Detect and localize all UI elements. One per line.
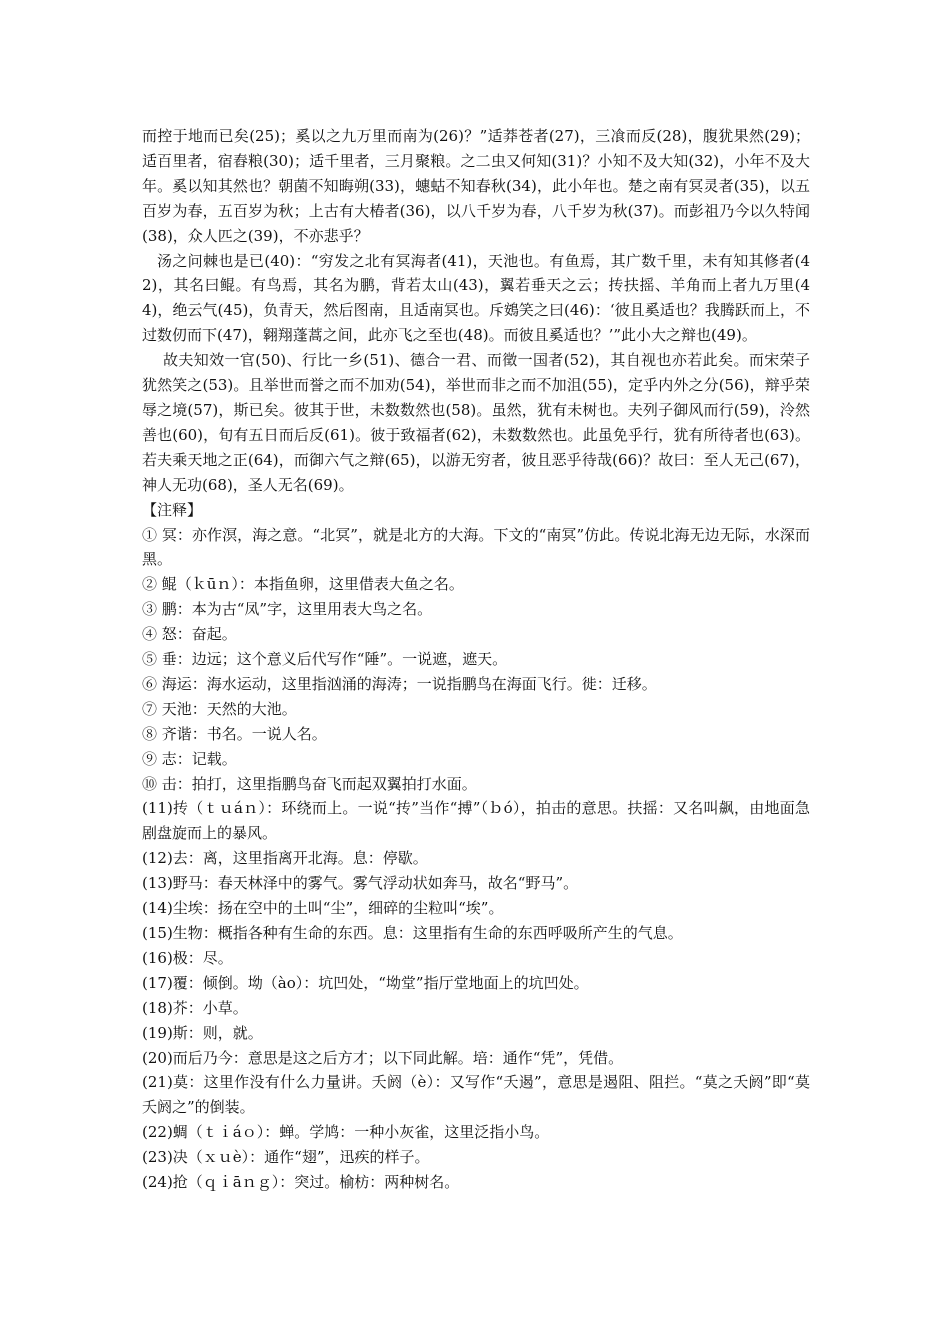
note-item: (21)莫：这里作没有什么力量讲。夭阏（è）：又写作“夭遏”，意思是遏阻、阻拦。“莫之夭阏”即“莫夭阏之”的倒装。 bbox=[142, 1073, 810, 1117]
note-item: ⑧ 齐谐：书名。一说人名。 bbox=[142, 724, 327, 743]
note-item: (12)去：离，这里指离开北海。息：停歇。 bbox=[142, 849, 428, 868]
notes-heading: 【注释】 bbox=[142, 500, 203, 519]
paragraph-1: 而控于地而已矣(25)；奚以之九万里而南为(26)？”适莽苍者(27)，三飡而反(28)，腹犹果然(29)；适百里者，宿舂粮(30)；适千里者，三月聚粮。之二虫又何知(31)？小知不及大知(32)，小年不及大年。奚以知其然也？朝菌不知晦朔(33)，蟪蛄不知春秋(34)，此小年也。楚之南有冥灵者(35)，以五百岁为春，五百岁为秋；上古有大椿者(36)，以八千岁为春，八千岁为秋(37)。而彭祖乃今以久特闻(38)，众人匹之(39)，不亦悲乎？ bbox=[142, 127, 810, 245]
note-item: ⑥ 海运：海水运动，这里指汹涌的海涛；一说指鹏鸟在海面飞行。徙：迁移。 bbox=[142, 674, 657, 693]
paragraph-2: 汤之问棘也是已(40)：“穷发之北有冥海者(41)，天池也。有鱼焉，其广数千里，未有知其修者(42)，其名曰鲲。有鸟焉，其名为鹏，背若太山(43)，翼若垂天之云；抟扶摇、羊角而上者九万里(44)，绝云气(45)，负青天，然后图南，且适南冥也。斥鴳笑之曰(46)：‘彼且奚适也？我腾跃而上，不过数仞而下(47)，翱翔蓬蒿之间，此亦飞之至也(48)。而彼且奚适也？’”此小大之辩也(49)。 bbox=[142, 251, 810, 345]
note-item: (15)生物：概指各种有生命的东西。息：这里指有生命的东西呼吸所产生的气息。 bbox=[142, 924, 683, 942]
document-body bbox=[142, 124, 810, 1195]
note-item: (20)而后乃今：意思是这之后方才；以下同此解。培：通作“凭”，凭借。 bbox=[142, 1048, 624, 1067]
note-item: ⑩ 击：拍打，这里指鹏鸟奋飞而起双翼拍打水面。 bbox=[142, 774, 477, 793]
note-item: ③ 鹏：本为古“凤”字，这里用表大鸟之名。 bbox=[142, 600, 433, 619]
note-item: (17)覆：倾倒。坳（ào）：坑凹处，“坳堂”指厅堂地面上的坑凹处。 bbox=[142, 973, 589, 992]
note-item: ⑤ 垂：边远；这个意义后代写作“陲”。一说遮，遮天。 bbox=[142, 650, 508, 669]
note-item: ② 鲲（ｋūｎ）：本指鱼卵，这里借表大鱼之名。 bbox=[142, 575, 464, 594]
note-item: (23)决（ｘｕè）：通作“翅”，迅疾的样子。 bbox=[142, 1148, 430, 1167]
paragraph-3: 故夫知效一官(50)、行比一乡(51)、德合一君、而徵一国者(52)，其自视也亦若此矣。而宋荣子犹然笑之(53)。且举世而誉之而不加劝(54)，举世而非之而不加沮(55)，定乎内外之分(56)，辩乎荣辱之境(57)，斯已矣。彼其于世，未数数然也(58)。虽然，犹有未树也。夫列子御风而行(59)，泠然善也(60)，旬有五日而后反(61)。彼于致福者(62)，未数数然也。此虽免乎行，犹有所待者也(63)。若夫乘天地之正(64)，而御六气之辩(65)，以游无穷者，彼且恶乎待哉(66)？故曰：至人无己(67)，神人无功(68)，圣人无名(69)。 bbox=[142, 351, 810, 494]
note-item: (18)芥：小草。 bbox=[142, 998, 248, 1017]
note-item: (16)极：尽。 bbox=[142, 948, 233, 967]
note-item: (22)蜩（ｔｉáｏ）：蝉。学鸠：一种小灰雀，这里泛指小鸟。 bbox=[142, 1123, 550, 1142]
note-item: (14)尘埃：扬在空中的土叫“尘”，细碎的尘粒叫“埃”。 bbox=[142, 899, 504, 918]
note-item: ① 冥：亦作溟，海之意。“北冥”，就是北方的大海。下文的“南冥”仿此。传说北海无边无际，水深而黑。 bbox=[142, 525, 810, 569]
note-item: ⑦ 天池：天然的大池。 bbox=[142, 699, 297, 718]
note-item: (24)抢（ｑｉāｎｇ）：突过。榆枋：两种树名。 bbox=[142, 1173, 460, 1192]
note-item: (19)斯：则，就。 bbox=[142, 1023, 263, 1042]
note-item: (13)野马：春天林泽中的雾气。雾气浮动状如奔马，故名“野马”。 bbox=[142, 874, 579, 893]
note-item: (11)抟（ｔｕáｎ）：环绕而上。一说“抟”当作“搏”（ｂó），拍击的意思。扶摇：又名叫飙，由地面急剧盘旋而上的暴风。 bbox=[142, 799, 810, 843]
note-item: ⑨ 志：记载。 bbox=[142, 749, 237, 768]
note-item: ④ 怒：奋起。 bbox=[142, 625, 237, 644]
